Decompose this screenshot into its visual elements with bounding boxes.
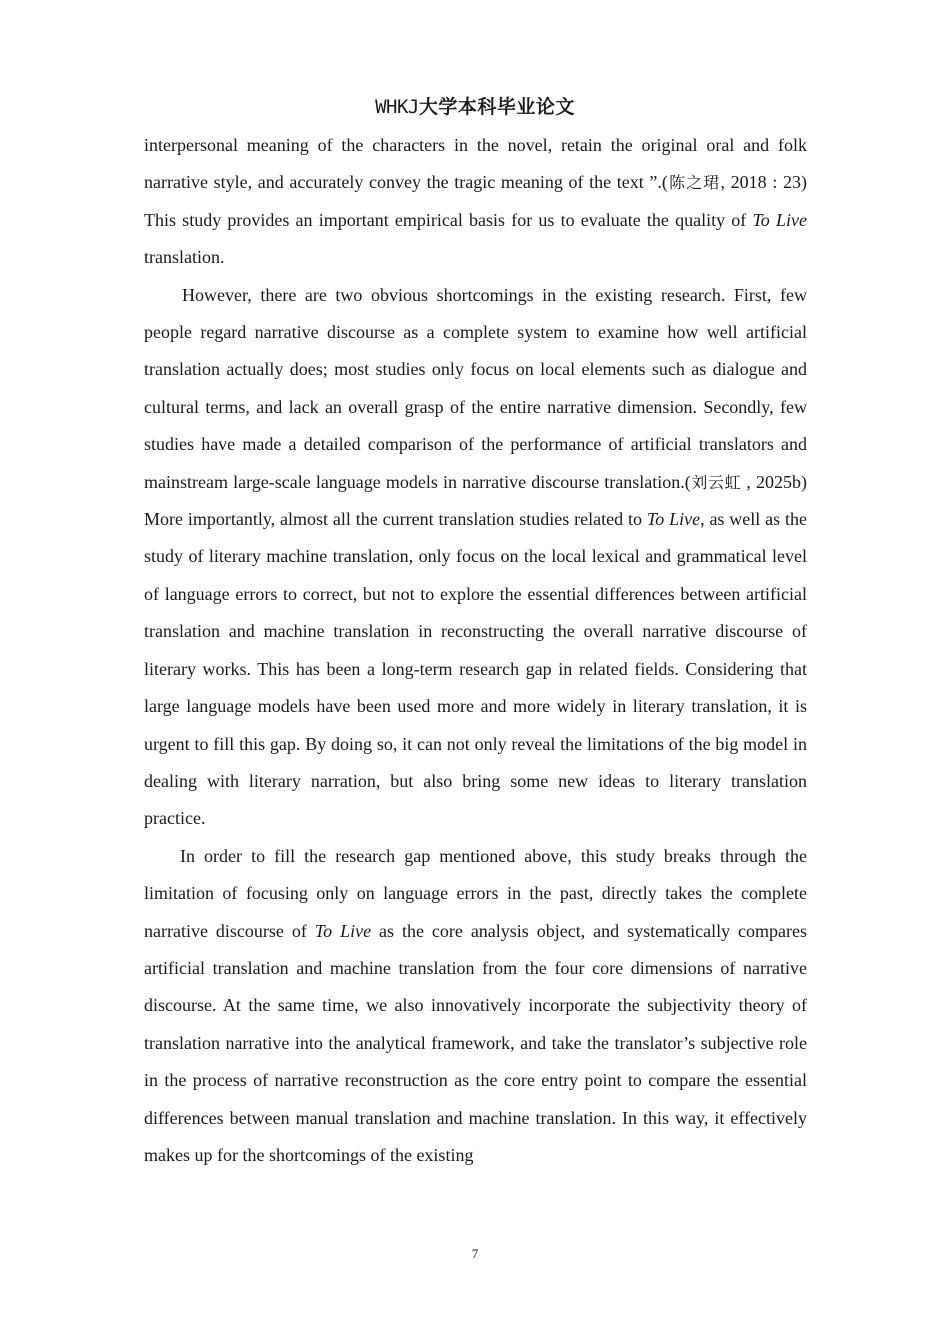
paragraph-2 <box>144 277 807 838</box>
paragraph-1 <box>144 127 807 277</box>
book-title: To Live <box>646 509 701 530</box>
paragraph-3 <box>144 838 807 1175</box>
header-school-code: WHKJ <box>375 96 419 118</box>
citation-author: 陈之珺 <box>667 173 721 193</box>
document-body <box>144 127 807 1174</box>
citation-author: 刘云虹 <box>690 472 742 492</box>
paragraph-3-text-a: In order to fill the research gap mentioned above, this study breaks through the limitation of focusing only on language errors in the past, directly takes the complete narrative discourse of <box>144 845 807 941</box>
book-title: To Live <box>752 209 807 230</box>
book-title: To Live <box>314 920 372 941</box>
paragraph-2-text-a: However, there are two obvious shortcomings in the existing research. First, few people regard narrative discourse as a complete system to examine how well artificial translation actually does; most studies only focus on local elements such as dialogue and cultural terms, and lack an overall grasp of the entire narrative dimension. Secondly, few studies have made a detailed comparison of the performance of artificial translators and mainstream large-scale language models in narrative discourse translation.( <box>144 284 807 492</box>
paragraph-3-text-b: as the core analysis object, and systematically compares artificial translation and machine translation from the four core dimensions of narrative discourse. At the same time, we also innovatively incorporate the subjectivity theory of translation narrative into the analytical framework, and take the translator’s subjective role in the process of narrative reconstruction as the core entry point to compare the essential differences between manual translation and machine translation. In this way, it effectively makes up for the shortcomings of the existing <box>144 920 807 1165</box>
paragraph-1-text-b: , 2018 : 23) This study provides an important empirical basis for us to evaluate the quality of <box>144 172 807 230</box>
paragraph-1-text-c: translation. <box>144 247 225 268</box>
page-header <box>0 92 950 121</box>
page-number: 7 <box>471 1246 479 1261</box>
paragraph-2-text-b: , 2025b) More importantly, almost all the current translation studies related to <box>144 471 807 530</box>
paragraph-2-text-c: , as well as the study of literary machine translation, only focus on the local lexical and grammatical level of language errors to correct, but not to explore the essential differences between artificial translation and machine translation in reconstructing the overall narrative discourse of literary works. This has been a long-term research gap in related fields. Considering that large language models have been used more and more widely in literary translation, it is urgent to fill this gap. By doing so, it can not only reveal the limitations of the big model in dealing with literary narration, but also bring some new ideas to literary translation practice. <box>144 509 808 829</box>
header-title: 大学本科毕业论文 <box>418 96 575 118</box>
paragraph-1-text-a: interpersonal meaning of the characters in the novel, retain the original oral and folk narrative style, and accurately convey the tragic meaning of the text ”.( <box>144 135 807 193</box>
